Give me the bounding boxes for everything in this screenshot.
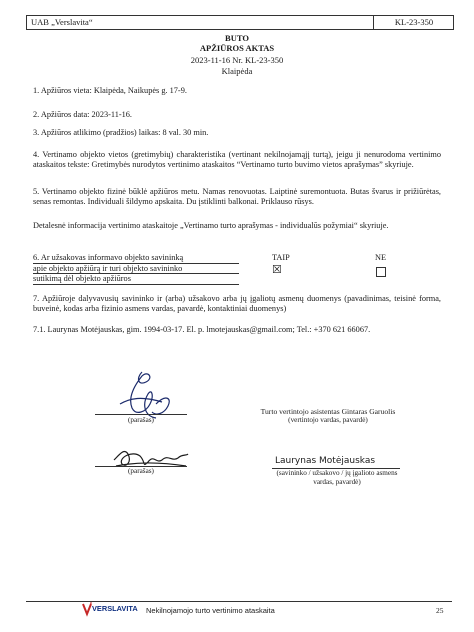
assessor-signature-image (112, 364, 202, 424)
title-city: Klaipėda (221, 66, 253, 76)
footer-text: Nekilnojamojo turto vertinimo ataskaita (146, 606, 275, 615)
page-number: 25 (436, 606, 444, 615)
yes-label: TAIP (272, 253, 290, 262)
no-checkbox[interactable] (376, 267, 386, 277)
item-4-surroundings: 4. Vertinamo objekto vietos (gretimybių) charakteristika (vertinant nekilnojamąjį turtą), jeigu ji nenurodoma vertinimo ataskaitos tekste: Gretimybės nurodytos vertinimo ataskaitos “Vertinamo turto buvimo vietos aprašymas” skyriuje. (33, 150, 441, 169)
title-line-1: BUTO (225, 33, 249, 43)
company-name: UAB „Verslavita“ (31, 17, 93, 27)
item-2-date: 2. Apžiūros data: 2023-11-16. (33, 110, 133, 119)
owner-name-written: Laurynas Motėjauskas (275, 456, 376, 466)
no-label: NE (375, 253, 387, 262)
item-7-1-participant: 7.1. Laurynas Motėjauskas, gim. 1994-03-17. El. p. lmotejauskas@gmail.com; Tel.: +370 621 66067. (33, 325, 371, 334)
assistant-name-label: (vertintojo vardas, pavardė) (288, 416, 368, 424)
item-5-condition: 5. Vertinamo objekto fizinė būklė apžiūros metu. Namas renovuotas. Laiptinė suremontuota. Butas švarus ir prižiūrėtas, senas remontas. Individuali šildymo apskaita. Du įstiklinti balkonai. Priklauso rūsys. (33, 187, 441, 206)
logo-text: VERSLAVITA (92, 604, 138, 613)
question-line: 6. Ar užsakovas informavo objekto savininką (33, 253, 239, 264)
document-code: KL-23-350 (373, 16, 454, 29)
owner-label-2: vardas, pavardė) (313, 478, 361, 486)
item-7-participants: 7. Apžiūroje dalyvavusių savininko ir (arba) užsakovo arba jų įgaliotų asmenų duomenys (pavadinimas, teisinė forma, buveinė, kodas arba fizinio asmens vardas, pavardė, kontaktiniai duomenys) (33, 294, 441, 313)
signature-label-1: (parašas) (128, 416, 154, 424)
item-1-location: 1. Apžiūros vieta: Klaipėda, Naikupės g. 17-9. (33, 86, 187, 95)
question-line: sutikimą dėl objekto apžiūros (33, 274, 239, 285)
yes-checkbox[interactable]: ☒ (272, 264, 282, 276)
item-5-details-note: Detalesnė informacija vertinimo ataskaitoje „Vertinamo turto aprašymas - individualūs požymiai“ skyriuje. (33, 221, 389, 230)
signature-line-1 (95, 414, 187, 415)
item-6-question (33, 253, 239, 285)
owner-label-1: (savininko / užsakovo / jų įgalioto asmens (276, 469, 398, 477)
title-date-number: 2023-11-16 Nr. KL-23-350 (190, 55, 284, 65)
header-box (26, 15, 454, 30)
item-3-time: 3. Apžiūros atlikimo (pradžios) laikas: 8 val. 30 min. (33, 128, 209, 137)
signature-label-2: (parašas) (128, 467, 154, 475)
title-line-2: APŽIŪROS AKTAS (199, 43, 275, 53)
question-line: apie objekto apžiūrą ir turi objekto savininko (33, 264, 239, 275)
assistant-name: Turto vertintojo asistentas Gintaras Garuolis (260, 407, 396, 416)
